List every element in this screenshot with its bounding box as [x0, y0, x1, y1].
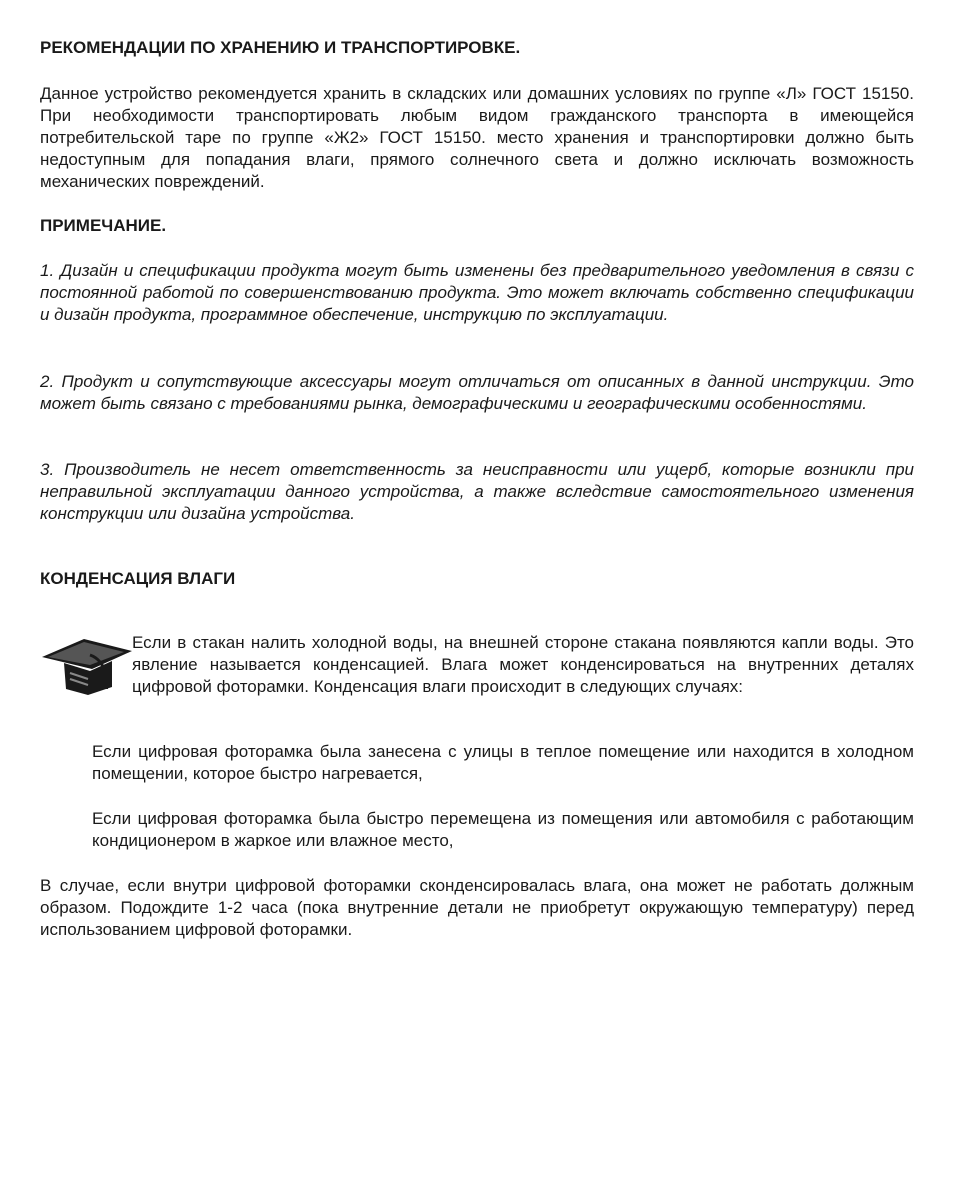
storage-text: Данное устройство рекомендуется хранить в складских или домашних условиях по группе «Л» ГОСТ 15150. При необходимости транспортировать любым видом гражданского транспорта в имеющейся потребительской таре по группе «Ж2» ГОСТ 15150. место хранения и транспортировки должно быть недоступным для попадания влаги, прямого солнечного света и должно исключать возможность механических повреждений. [40, 84, 914, 191]
condensation-intro: Если в стакан налить холодной воды, на внешней стороне стакана появляются капли воды. Это явление называется конденсацией. Влага может конденсироваться на внутренних деталях цифровой фоторамки. Конденсация влаги происходит в следующих случаях: [132, 633, 914, 696]
condensation-conclusion: В случае, если внутри цифровой фоторамки сконденсировалась влага, она может не работать должным образом. Подождите 1-2 часа (пока внутренние детали не приобретут окружающую температуру) перед использованием цифровой фоторамки. [40, 876, 914, 939]
note-heading: ПРИМЕЧАНИЕ. [40, 216, 167, 235]
note-item-2: 2. Продукт и сопутствующие аксессуары могут отличаться от описанных в данной инструкции. Это может быть связано с требованиями рынка, демографическими и географическими особенностями. [40, 372, 914, 413]
condensation-heading: КОНДЕНСАЦИЯ ВЛАГИ [40, 569, 236, 588]
graduation-cap-icon [40, 633, 132, 697]
storage-heading: РЕКОМЕНДАЦИИ ПО ХРАНЕНИЮ И ТРАНСПОРТИРОВКЕ. [40, 38, 521, 57]
note-item-1: 1. Дизайн и спецификации продукта могут быть изменены без предварительного уведомления в связи с постоянной работой по совершенствованию продукта. Это может включать собственно спецификации и дизайн продукта, программное обеспечение, инструкцию по эксплуатации. [40, 261, 914, 324]
condensation-case-2: Если цифровая фоторамка была быстро перемещена из помещения или автомобиля с работающим кондиционером в жаркое или влажное место, [92, 809, 914, 850]
note-item-3: 3. Производитель не несет ответственность за неисправности или ущерб, которые возникли при неправильной эксплуатации данного устройства, а также вследствие самостоятельного изменения конструкции или дизайна устройства. [40, 460, 914, 523]
condensation-case-1: Если цифровая фоторамка была занесена с улицы в теплое помещение или находится в холодном помещении, которое быстро нагревается, [92, 742, 914, 783]
